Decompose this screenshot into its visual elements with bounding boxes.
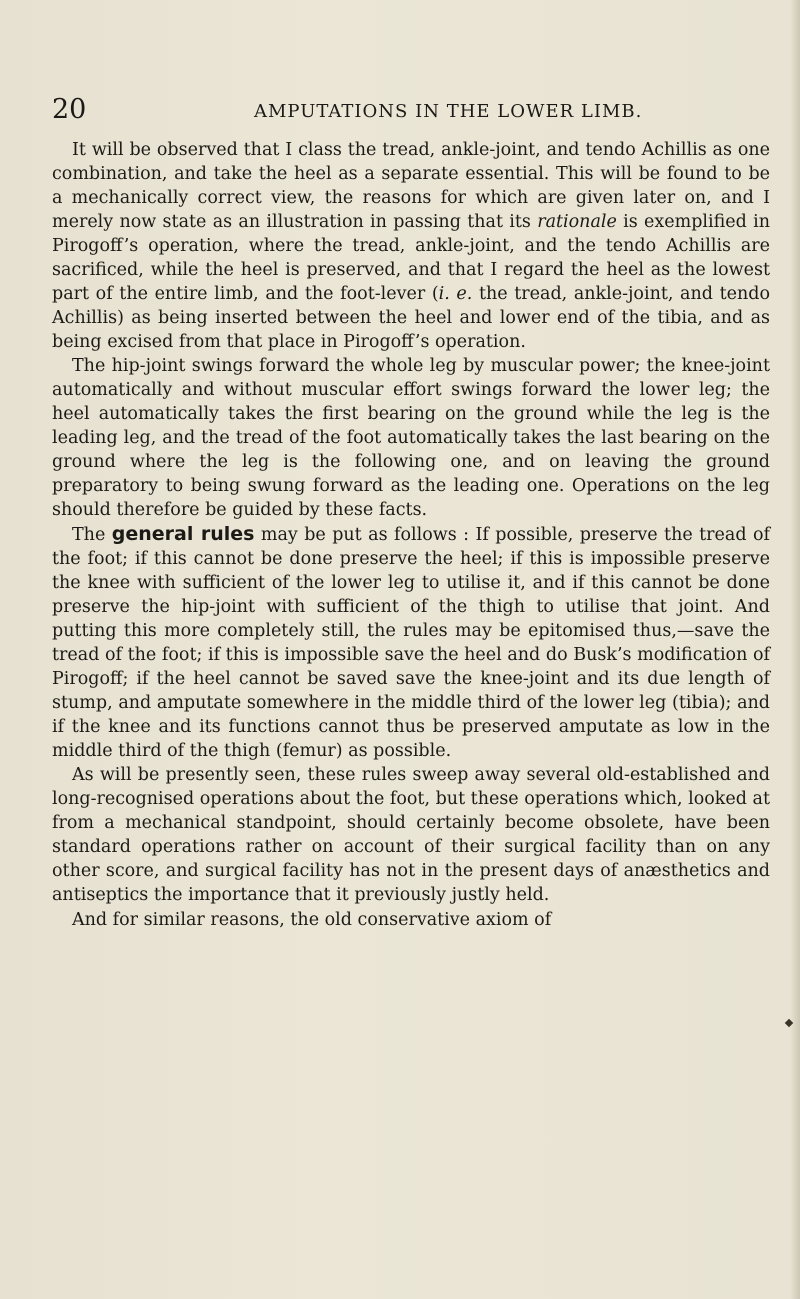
paragraph	[52, 908, 770, 932]
paragraph	[52, 763, 770, 907]
page-edge-shadow	[790, 0, 800, 1299]
paragraph	[52, 138, 770, 354]
text-run: The	[72, 525, 112, 546]
body-text	[52, 138, 770, 932]
italic-term: i. e.	[438, 284, 473, 305]
text-run: And for similar reasons, the old conservative axiom of	[72, 909, 552, 930]
text-run: the tread, ankle-joint, and tendo Achillis) as being inserted between the heel and lower end of the tibia, and as being excised from that place in Pirogoff’s operation.	[52, 284, 770, 353]
page-number: 20	[52, 94, 87, 125]
text-run: may be put as follows : If possible, preserve the tread of the foot; if this cannot be done preserve the heel; if this is impossible preserve the knee with sufficient of the lower leg to utilise it, and if this cannot be done preserve the hip-joint with sufficient of the thigh to utilise that joint. And putting this more completely still, the rules may be epitomised thus,—save the tread of the foot; if this is impossible save the heel and do Busk’s modification of Pirogoff; if the heel cannot be saved save the knee-joint and its due length of stump, and amputate somewhere in the middle third of the lower leg (tibia); and if the knee and its functions cannot thus be preserved amputate as low in the middle third of the thigh (femur) as possible.	[52, 525, 770, 762]
running-head: AMPUTATIONS IN THE LOWER LIMB.	[254, 101, 643, 122]
text-run: It will be observed that I class the tread, ankle-joint, and tendo Achillis as one combination, and take the heel as a separate essential. This will be found to be a mechanically correct view, the reasons for which are given later on, and I merely now state as an illustration in passing that its	[52, 140, 770, 233]
italic-term: rationale	[537, 212, 617, 233]
text-run: As will be presently seen, these rules sweep away several old-established and long-recognised operations about the foot, but these operations which, looked at from a mechanical standpoint, should certainly become obsolete, have been standard operations rather on account of their surgical facility than on any other score, and surgical facility has not in the present days of anæsthetics and antiseptics the importance that it previously justly held.	[52, 765, 770, 906]
text-run: The hip-joint swings forward the whole leg by muscular power; the knee-joint automatically and without muscular effort swings forward the lower leg; the heel automatically takes the first bearing on the ground while the leg is the leading leg, and the tread of the foot automatically takes the last bearing on the ground where the leg is the following one, and on leaving the ground preparatory to being swung forward as the leading one. Operations on the leg should therefore be guided by these facts.	[52, 356, 770, 521]
paragraph	[52, 522, 770, 763]
paragraph	[52, 354, 770, 522]
text-run: is exemplified in Pirogoff’s operation, where the tread, ankle-joint, and the tendo Achillis are sacrificed, while the heel is preserved, and that I regard the heel as the lowest part of the entire limb, and the foot-lever (	[52, 212, 771, 305]
page-header	[52, 96, 772, 136]
bold-term: general rules	[111, 523, 255, 546]
